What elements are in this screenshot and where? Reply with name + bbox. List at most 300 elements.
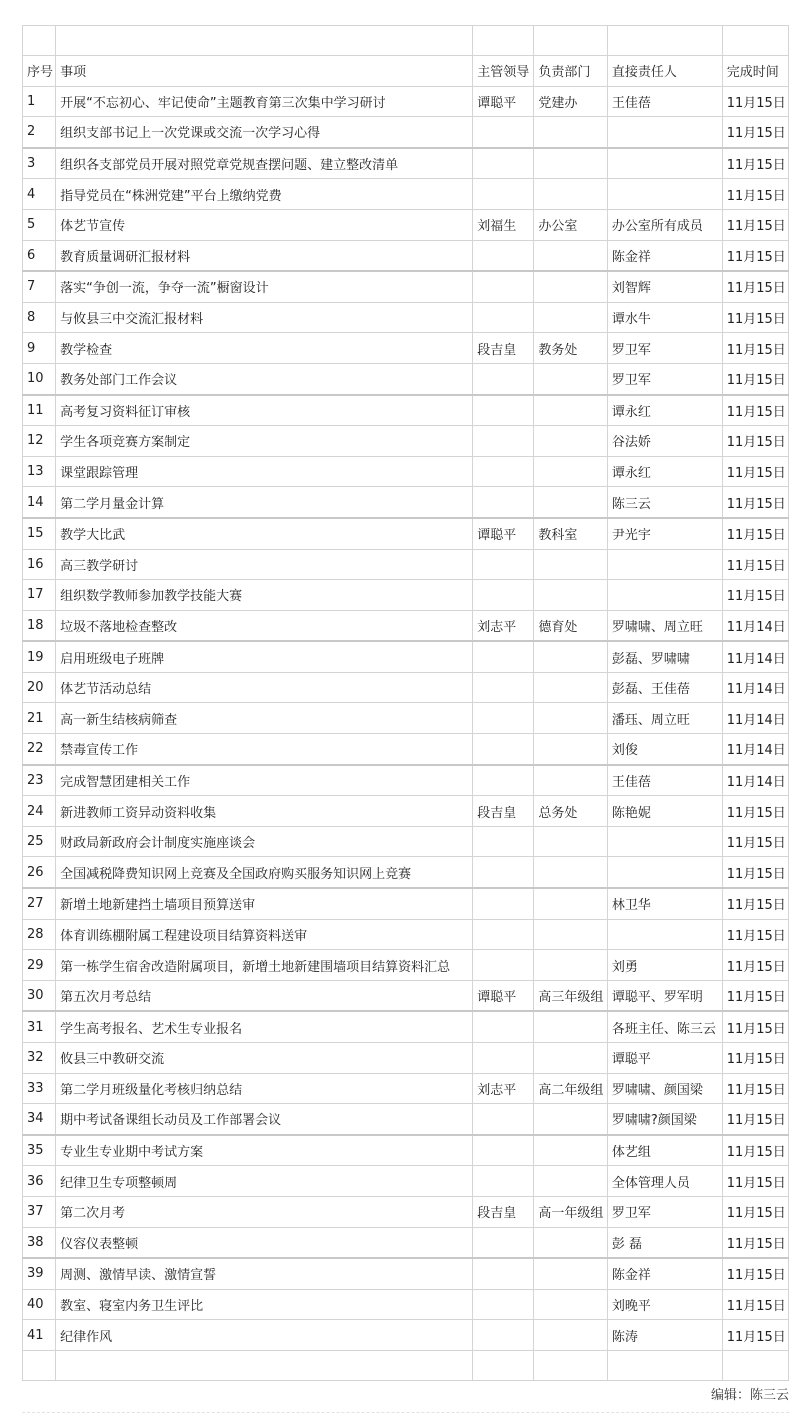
table-row <box>23 426 789 457</box>
cell-dept <box>534 888 607 919</box>
cell-lead <box>473 487 534 518</box>
cell-no: 30 <box>23 980 56 1011</box>
cell-resp <box>607 179 722 210</box>
cell-date: 11月15日 <box>722 456 788 487</box>
cell-dept <box>534 179 607 210</box>
cell-lead <box>473 179 534 210</box>
cell-lead <box>473 240 534 271</box>
cell-resp: 谭聪平、罗军明 <box>607 980 722 1011</box>
cell-lead <box>473 857 534 888</box>
cell-item: 禁毒宣传工作 <box>56 734 473 765</box>
cell-no: 27 <box>23 888 56 919</box>
table-row <box>23 796 789 827</box>
cell-date: 11月15日 <box>722 271 788 302</box>
cell-dept <box>534 1289 607 1320</box>
cell-dept <box>534 1258 607 1289</box>
cell-item: 体艺节宣传 <box>56 209 473 240</box>
cell-date: 11月14日 <box>722 641 788 672</box>
cell-no: 12 <box>23 426 56 457</box>
cell-dept <box>534 148 607 179</box>
table-row <box>23 148 789 179</box>
cell-no: 26 <box>23 857 56 888</box>
cell-dept <box>534 1227 607 1258</box>
cell-date: 11月15日 <box>722 919 788 950</box>
cell-resp: 罗卫军 <box>607 1196 722 1227</box>
table-row <box>23 518 789 549</box>
cell-lead <box>473 703 534 734</box>
cell-no: 32 <box>23 1043 56 1074</box>
cell-item: 体育训练棚附属工程建设项目结算资料送审 <box>56 919 473 950</box>
cell-dept <box>534 1135 607 1166</box>
cell-lead: 段吉皇 <box>473 1196 534 1227</box>
cell-no: 38 <box>23 1227 56 1258</box>
cell-lead: 刘福生 <box>473 209 534 240</box>
cell-resp: 陈三云 <box>607 487 722 518</box>
cell-resp: 谷法娇 <box>607 426 722 457</box>
cell-lead <box>473 919 534 950</box>
cell-date: 11月15日 <box>722 426 788 457</box>
cell-no: 6 <box>23 240 56 271</box>
cell-date: 11月15日 <box>722 1043 788 1074</box>
cell-no: 22 <box>23 734 56 765</box>
cell-date: 11月15日 <box>722 1258 788 1289</box>
cell-lead <box>473 765 534 796</box>
cell-no: 16 <box>23 549 56 580</box>
table-row <box>23 888 789 919</box>
cell-resp: 彭 磊 <box>607 1227 722 1258</box>
cell-no: 4 <box>23 179 56 210</box>
cell-date: 11月15日 <box>722 888 788 919</box>
cell-date: 11月15日 <box>722 1227 788 1258</box>
cell-date: 11月15日 <box>722 487 788 518</box>
table-row <box>23 1104 789 1135</box>
cell-lead <box>473 148 534 179</box>
header-no: 序号 <box>23 56 56 87</box>
cell-date: 11月15日 <box>722 302 788 333</box>
table-row <box>23 179 789 210</box>
cell-resp: 刘勇 <box>607 950 722 981</box>
cell-no: 21 <box>23 703 56 734</box>
cell-no: 41 <box>23 1320 56 1351</box>
cell-item: 学生各项竞赛方案制定 <box>56 426 473 457</box>
cell-item: 高一新生结核病筛查 <box>56 703 473 734</box>
cell-dept <box>534 950 607 981</box>
cell-date: 11月14日 <box>722 610 788 641</box>
cell-date: 11月14日 <box>722 765 788 796</box>
cell-lead <box>473 302 534 333</box>
cell-date: 11月15日 <box>722 209 788 240</box>
cell-no: 1 <box>23 86 56 117</box>
cell-date: 11月15日 <box>722 363 788 394</box>
cell-resp: 尹光宇 <box>607 518 722 549</box>
cell-date: 11月15日 <box>722 395 788 426</box>
cell-date: 11月15日 <box>722 549 788 580</box>
header-resp: 直接责任人 <box>607 56 722 87</box>
table-row <box>23 734 789 765</box>
header-date: 完成时间 <box>722 56 788 87</box>
cell-no: 33 <box>23 1073 56 1104</box>
cell-date: 11月15日 <box>722 1289 788 1320</box>
cell-item: 教室、寝室内务卫生评比 <box>56 1289 473 1320</box>
cell-dept <box>534 549 607 580</box>
cell-lead <box>473 271 534 302</box>
cell-no: 14 <box>23 487 56 518</box>
cell-resp: 各班主任、陈三云 <box>607 1011 722 1042</box>
table-row <box>23 672 789 703</box>
cell-resp: 罗卫军 <box>607 333 722 364</box>
table-row <box>23 950 789 981</box>
cell-item: 组织支部书记上一次党课或交流一次学习心得 <box>56 117 473 148</box>
cell-date: 11月15日 <box>722 179 788 210</box>
cell-no: 39 <box>23 1258 56 1289</box>
cell-resp: 谭水牛 <box>607 302 722 333</box>
cell-item: 第二次月考 <box>56 1196 473 1227</box>
table-row <box>23 1073 789 1104</box>
cell-dept <box>534 1104 607 1135</box>
table-row <box>23 1320 789 1351</box>
cell-date: 11月14日 <box>722 734 788 765</box>
cell-item: 与攸县三中交流汇报材料 <box>56 302 473 333</box>
cell-item: 高考复习资料征订审核 <box>56 395 473 426</box>
cell-date: 11月15日 <box>722 148 788 179</box>
cell-resp: 刘晚平 <box>607 1289 722 1320</box>
cell-date: 11月15日 <box>722 980 788 1011</box>
cell-lead <box>473 672 534 703</box>
cell-lead <box>473 580 534 611</box>
editor-credit <box>711 1384 789 1403</box>
cell-no: 11 <box>23 395 56 426</box>
cell-item: 全国减税降费知识网上竞赛及全国政府购买服务知识网上竞赛 <box>56 857 473 888</box>
cell-no: 35 <box>23 1135 56 1166</box>
cell-dept <box>534 857 607 888</box>
table-row <box>23 1258 789 1289</box>
cell-item: 纪律卫生专项整顿周 <box>56 1166 473 1197</box>
cell-date: 11月15日 <box>722 333 788 364</box>
cell-no: 31 <box>23 1011 56 1042</box>
cell-item: 教育质量调研汇报材料 <box>56 240 473 271</box>
cell-item: 仪容仪表整顿 <box>56 1227 473 1258</box>
cell-dept <box>534 117 607 148</box>
cell-no: 36 <box>23 1166 56 1197</box>
cell-item: 高三教学研讨 <box>56 549 473 580</box>
cell-lead <box>473 734 534 765</box>
cell-dept: 高三年级组 <box>534 980 607 1011</box>
cell-dept <box>534 734 607 765</box>
header-dept: 负责部门 <box>534 56 607 87</box>
cell-date: 11月15日 <box>722 1166 788 1197</box>
cell-lead <box>473 1227 534 1258</box>
cell-dept: 教科室 <box>534 518 607 549</box>
cell-resp: 全体管理人员 <box>607 1166 722 1197</box>
cell-dept <box>534 1011 607 1042</box>
table-row <box>23 302 789 333</box>
cell-no: 18 <box>23 610 56 641</box>
cell-date: 11月15日 <box>722 1104 788 1135</box>
cell-item: 垃圾不落地检查整改 <box>56 610 473 641</box>
table-row <box>23 1135 789 1166</box>
cell-item: 周测、激情早读、激情宣誓 <box>56 1258 473 1289</box>
table-row <box>23 765 789 796</box>
cell-lead <box>473 549 534 580</box>
cell-item: 纪律作风 <box>56 1320 473 1351</box>
cell-lead <box>473 888 534 919</box>
cell-lead <box>473 1043 534 1074</box>
cell-item: 第一栋学生宿舍改造附属项目，新增土地新建围墙项目结算资料汇总 <box>56 950 473 981</box>
cell-no: 3 <box>23 148 56 179</box>
cell-date: 11月15日 <box>722 950 788 981</box>
cell-resp <box>607 549 722 580</box>
cell-no: 34 <box>23 1104 56 1135</box>
cell-resp: 潘珏、周立旺 <box>607 703 722 734</box>
cell-resp: 谭永红 <box>607 395 722 426</box>
cell-item: 学生高考报名、艺术生专业报名 <box>56 1011 473 1042</box>
cell-item: 指导党员在“株洲党建”平台上缴纳党费 <box>56 179 473 210</box>
cell-item: 专业生专业期中考试方案 <box>56 1135 473 1166</box>
cell-date: 11月15日 <box>722 1135 788 1166</box>
header-item: 事项 <box>56 56 473 87</box>
cell-date: 11月15日 <box>722 117 788 148</box>
cell-item: 期中考试备课组长动员及工作部署会议 <box>56 1104 473 1135</box>
cell-date: 11月14日 <box>722 703 788 734</box>
cell-dept <box>534 240 607 271</box>
table-empty-row <box>23 1350 789 1380</box>
cell-item: 课堂跟踪管理 <box>56 456 473 487</box>
cell-lead <box>473 1011 534 1042</box>
cell-resp <box>607 148 722 179</box>
cell-no: 2 <box>23 117 56 148</box>
cell-resp: 陈金祥 <box>607 240 722 271</box>
cell-lead <box>473 456 534 487</box>
cell-dept <box>534 426 607 457</box>
cell-item: 启用班级电子班牌 <box>56 641 473 672</box>
cell-date: 11月15日 <box>722 240 788 271</box>
cell-lead: 段吉皇 <box>473 333 534 364</box>
editor-label: 编辑： <box>710 1388 750 1403</box>
table-row <box>23 1011 789 1042</box>
cell-no: 19 <box>23 641 56 672</box>
cell-dept <box>534 1166 607 1197</box>
cell-resp: 彭磊、王佳蓓 <box>607 672 722 703</box>
cell-dept <box>534 456 607 487</box>
table-row <box>23 980 789 1011</box>
cell-resp: 体艺组 <box>607 1135 722 1166</box>
cell-no: 29 <box>23 950 56 981</box>
cell-date: 11月15日 <box>722 86 788 117</box>
editor-name: 陈三云 <box>749 1388 789 1403</box>
cell-resp: 王佳蓓 <box>607 765 722 796</box>
cell-lead <box>473 1135 534 1166</box>
cell-lead <box>473 117 534 148</box>
cell-no: 24 <box>23 796 56 827</box>
cell-item: 体艺节活动总结 <box>56 672 473 703</box>
cell-item: 落实“争创一流，争夺一流”橱窗设计 <box>56 271 473 302</box>
cell-resp: 陈涛 <box>607 1320 722 1351</box>
cell-resp: 陈艳妮 <box>607 796 722 827</box>
cell-date: 11月15日 <box>722 1073 788 1104</box>
table-row <box>23 395 789 426</box>
cell-lead <box>473 363 534 394</box>
cell-resp <box>607 580 722 611</box>
table-row <box>23 271 789 302</box>
cell-no: 20 <box>23 672 56 703</box>
cell-dept: 高二年级组 <box>534 1073 607 1104</box>
cell-dept <box>534 641 607 672</box>
cell-item: 新增土地新建挡土墙项目预算送审 <box>56 888 473 919</box>
table-row <box>23 209 789 240</box>
cell-item: 教学检查 <box>56 333 473 364</box>
cell-dept <box>534 1320 607 1351</box>
cell-no: 8 <box>23 302 56 333</box>
cell-no: 15 <box>23 518 56 549</box>
cell-no: 17 <box>23 580 56 611</box>
cell-item: 组织各支部党员开展对照党章党规查摆问题、建立整改清单 <box>56 148 473 179</box>
cell-lead: 谭聪平 <box>473 86 534 117</box>
cell-dept: 办公室 <box>534 209 607 240</box>
cell-date: 11月15日 <box>722 1196 788 1227</box>
cell-item: 教学大比武 <box>56 518 473 549</box>
cell-dept: 党建办 <box>534 86 607 117</box>
table-row <box>23 1166 789 1197</box>
cell-resp: 罗卫军 <box>607 363 722 394</box>
header-lead: 主管领导 <box>473 56 534 87</box>
cell-lead <box>473 1104 534 1135</box>
cell-dept <box>534 765 607 796</box>
cell-item: 开展“不忘初心、牢记使命”主题教育第三次集中学习研讨 <box>56 86 473 117</box>
cell-item: 第二学月班级量化考核归纳总结 <box>56 1073 473 1104</box>
cell-dept <box>534 395 607 426</box>
cell-item: 新进教师工资异动资料收集 <box>56 796 473 827</box>
cell-lead <box>473 395 534 426</box>
cell-dept <box>534 487 607 518</box>
table-row <box>23 333 789 364</box>
cell-resp: 林卫华 <box>607 888 722 919</box>
cell-lead: 刘志平 <box>473 610 534 641</box>
cell-no: 25 <box>23 826 56 857</box>
cell-no: 23 <box>23 765 56 796</box>
cell-resp: 谭聪平 <box>607 1043 722 1074</box>
cell-resp: 彭磊、罗啸啸 <box>607 641 722 672</box>
cell-resp <box>607 919 722 950</box>
cell-lead <box>473 1258 534 1289</box>
cell-dept <box>534 1043 607 1074</box>
cell-resp <box>607 826 722 857</box>
table-row <box>23 580 789 611</box>
cell-resp: 谭永红 <box>607 456 722 487</box>
cell-lead <box>473 641 534 672</box>
cell-dept <box>534 919 607 950</box>
cell-resp: 刘智辉 <box>607 271 722 302</box>
cell-lead <box>473 1166 534 1197</box>
table-row <box>23 641 789 672</box>
table-header-row <box>23 56 789 87</box>
cell-date: 11月15日 <box>722 1320 788 1351</box>
table-row <box>23 826 789 857</box>
cell-dept <box>534 580 607 611</box>
cell-lead: 刘志平 <box>473 1073 534 1104</box>
cell-item: 完成智慧团建相关工作 <box>56 765 473 796</box>
table-row <box>23 1043 789 1074</box>
cell-resp: 罗啸啸、周立旺 <box>607 610 722 641</box>
cell-dept <box>534 672 607 703</box>
table-row <box>23 610 789 641</box>
cell-item: 财政局新政府会计制度实施座谈会 <box>56 826 473 857</box>
cell-lead: 段吉皇 <box>473 796 534 827</box>
cell-dept <box>534 302 607 333</box>
cell-no: 37 <box>23 1196 56 1227</box>
cell-no: 13 <box>23 456 56 487</box>
cell-resp: 刘俊 <box>607 734 722 765</box>
cell-date: 11月15日 <box>722 1011 788 1042</box>
cell-lead <box>473 426 534 457</box>
table-row <box>23 703 789 734</box>
cell-item: 攸县三中教研交流 <box>56 1043 473 1074</box>
cell-dept: 教务处 <box>534 333 607 364</box>
table-row <box>23 1289 789 1320</box>
table-row <box>23 86 789 117</box>
cell-dept: 高一年级组 <box>534 1196 607 1227</box>
cell-no: 40 <box>23 1289 56 1320</box>
cell-no: 28 <box>23 919 56 950</box>
table-row <box>23 549 789 580</box>
cell-lead <box>473 1320 534 1351</box>
table-row <box>23 363 789 394</box>
cell-item: 第二学月量金计算 <box>56 487 473 518</box>
cell-item: 教务处部门工作会议 <box>56 363 473 394</box>
cell-lead: 谭聪平 <box>473 980 534 1011</box>
cell-resp: 办公室所有成员 <box>607 209 722 240</box>
cell-dept <box>534 363 607 394</box>
cell-no: 9 <box>23 333 56 364</box>
table-row <box>23 117 789 148</box>
table-row <box>23 919 789 950</box>
schedule-table <box>22 25 789 1381</box>
cell-resp <box>607 117 722 148</box>
cell-dept <box>534 703 607 734</box>
table-row <box>23 487 789 518</box>
table-row <box>23 857 789 888</box>
cell-no: 10 <box>23 363 56 394</box>
table-row <box>23 1196 789 1227</box>
cell-dept <box>534 826 607 857</box>
cell-item: 第五次月考总结 <box>56 980 473 1011</box>
table-row <box>23 456 789 487</box>
cell-lead <box>473 1289 534 1320</box>
cell-lead <box>473 950 534 981</box>
cell-resp: 罗啸啸?颜国梁 <box>607 1104 722 1135</box>
cell-resp: 罗啸啸、颜国梁 <box>607 1073 722 1104</box>
cell-date: 11月15日 <box>722 857 788 888</box>
table-row <box>23 1227 789 1258</box>
cell-resp: 王佳蓓 <box>607 86 722 117</box>
cell-dept <box>534 271 607 302</box>
cell-item: 组织数学教师参加教学技能大赛 <box>56 580 473 611</box>
cell-resp: 陈金祥 <box>607 1258 722 1289</box>
cell-no: 7 <box>23 271 56 302</box>
cell-date: 11月14日 <box>722 672 788 703</box>
cell-dept: 德育处 <box>534 610 607 641</box>
cell-no: 5 <box>23 209 56 240</box>
table-row <box>23 240 789 271</box>
table-empty-row <box>23 26 789 56</box>
cell-resp <box>607 857 722 888</box>
cell-lead: 谭聪平 <box>473 518 534 549</box>
cell-lead <box>473 826 534 857</box>
cell-date: 11月15日 <box>722 580 788 611</box>
cell-date: 11月15日 <box>722 518 788 549</box>
cell-date: 11月15日 <box>722 796 788 827</box>
cell-dept: 总务处 <box>534 796 607 827</box>
divider <box>22 1412 789 1413</box>
